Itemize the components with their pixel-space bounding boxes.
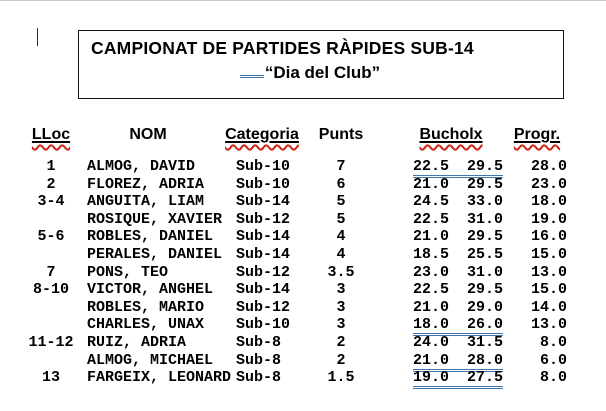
column-header-lloc: LLoc <box>31 126 71 143</box>
lloc-cell: 7 <box>46 263 56 281</box>
table-row <box>0 352 606 370</box>
categoria-cell: Sub-10 <box>236 158 291 175</box>
bucholx-cell: 21.0 29.5 <box>413 228 504 246</box>
table-row <box>0 211 606 229</box>
bucholx-cell: 21.0 29.5 <box>413 175 504 193</box>
punts-cell: 3 <box>336 298 346 316</box>
nom-cell: PERALES, DANIEL <box>87 245 223 263</box>
categoria-cell: Sub-12 <box>236 298 291 316</box>
punts-cell: 5 <box>336 193 346 211</box>
lloc-cell: 3-4 <box>37 193 65 211</box>
table-row <box>0 281 606 299</box>
nom-cell: FARGEIX, LEONARD <box>87 369 232 387</box>
progr-cell: 14.0 <box>530 298 567 316</box>
document-subtitle: “Dia del Club” <box>264 63 381 82</box>
nom-cell: ROSIQUE, XAVIER <box>87 210 223 228</box>
categoria-cell: Sub-14 <box>236 193 291 211</box>
subtitle-leading-underline <box>240 63 264 78</box>
nom-cell: ANGUITA, LIAM <box>87 193 205 211</box>
table-row <box>0 228 606 246</box>
nom-cell: FLOREZ, ADRIA <box>87 175 205 193</box>
column-header-punts: Punts <box>318 126 364 143</box>
punts-cell: 6 <box>336 175 346 193</box>
categoria-cell: Sub-14 <box>236 245 291 263</box>
punts-cell: 3 <box>336 316 346 334</box>
table-row <box>0 334 606 352</box>
table-row <box>0 158 606 176</box>
column-header-bucholx: Bucholx <box>419 126 483 143</box>
column-header-progr: Progr. <box>513 126 561 143</box>
punts-cell: 7 <box>336 158 346 175</box>
bucholx-cell: 21.0 29.0 <box>413 298 504 316</box>
table-row <box>0 264 606 282</box>
results-table <box>0 158 606 387</box>
lloc-cell: 13 <box>41 369 60 387</box>
bucholx-cell: 24.5 33.0 <box>413 193 504 211</box>
bucholx-cell: 22.5 29.5 <box>413 281 504 299</box>
lloc-cell: 11-12 <box>28 333 74 351</box>
nom-cell: VICTOR, ANGHEL <box>87 281 214 299</box>
table-row <box>0 246 606 264</box>
progr-cell: 15.0 <box>530 281 567 299</box>
table-row <box>0 299 606 317</box>
nom-cell: ROBLES, MARIO <box>87 298 205 316</box>
nom-cell: ROBLES, DANIEL <box>87 228 214 246</box>
lloc-cell: 5-6 <box>37 228 65 246</box>
bucholx-cell: 22.5 29.5 <box>413 158 523 176</box>
nom-cell: ALMOG, MICHAEL <box>87 351 214 369</box>
table-row <box>0 176 606 194</box>
lloc-cell: 1 <box>46 158 56 175</box>
bucholx-cell: 23.0 31.0 <box>413 263 504 281</box>
punts-cell: 2 <box>336 333 346 351</box>
categoria-cell: Sub-14 <box>236 228 291 246</box>
nom-cell: RUIZ, ADRIA <box>87 333 187 351</box>
categoria-cell: Sub-8 <box>236 351 282 369</box>
bucholx-cell: 21.0 28.0 <box>413 352 523 370</box>
column-header-categoria: Categoria <box>225 126 299 143</box>
bucholx-cell: 24.0 31.5 <box>413 333 504 351</box>
document-subtitle-line <box>68 63 552 83</box>
progr-cell: 28.0 <box>530 158 567 175</box>
column-header-nom: NOM <box>129 126 167 143</box>
progr-cell: 13.0 <box>530 316 567 334</box>
progr-cell: 16.0 <box>530 228 567 246</box>
nom-cell: ALMOG, DAVID <box>87 158 196 175</box>
punts-cell: 2 <box>336 351 346 369</box>
punts-cell: 1.5 <box>327 369 355 387</box>
progr-cell: 8.0 <box>539 369 567 387</box>
bucholx-cell: 18.0 26.0 <box>413 316 523 334</box>
progr-cell: 19.0 <box>530 210 567 228</box>
bucholx-cell: 19.0 27.5 <box>413 369 523 387</box>
punts-cell: 4 <box>336 245 346 263</box>
progr-cell: 13.0 <box>530 263 567 281</box>
window-top-edge <box>0 0 606 1</box>
categoria-cell: Sub-8 <box>236 369 282 387</box>
punts-cell: 4 <box>336 228 346 246</box>
categoria-cell: Sub-10 <box>236 316 291 334</box>
table-row <box>0 369 606 387</box>
nom-cell: CHARLES, UNAX <box>87 316 205 334</box>
categoria-cell: Sub-12 <box>236 263 291 281</box>
document-title: CAMPIONAT DE PARTIDES RÀPIDES SUB-14 <box>91 38 474 58</box>
lloc-cell: 8-10 <box>32 281 69 299</box>
bucholx-cell: 18.5 25.5 <box>413 245 504 263</box>
progr-cell: 15.0 <box>530 245 567 263</box>
categoria-cell: Sub-8 <box>236 333 282 351</box>
table-row <box>0 193 606 211</box>
categoria-cell: Sub-14 <box>236 281 291 299</box>
margin-change-bar <box>37 28 38 46</box>
punts-cell: 5 <box>336 210 346 228</box>
lloc-cell: 2 <box>46 175 56 193</box>
punts-cell: 3 <box>336 281 346 299</box>
table-row <box>0 316 606 334</box>
progr-cell: 23.0 <box>530 175 567 193</box>
progr-cell: 6.0 <box>539 351 567 369</box>
bucholx-cell: 22.5 31.0 <box>413 210 504 228</box>
title-box <box>78 30 564 99</box>
progr-cell: 18.0 <box>530 193 567 211</box>
punts-cell: 3.5 <box>327 263 355 281</box>
categoria-cell: Sub-10 <box>236 175 291 193</box>
categoria-cell: Sub-12 <box>236 210 291 228</box>
nom-cell: PONS, TEO <box>87 263 169 281</box>
progr-cell: 8.0 <box>539 333 567 351</box>
